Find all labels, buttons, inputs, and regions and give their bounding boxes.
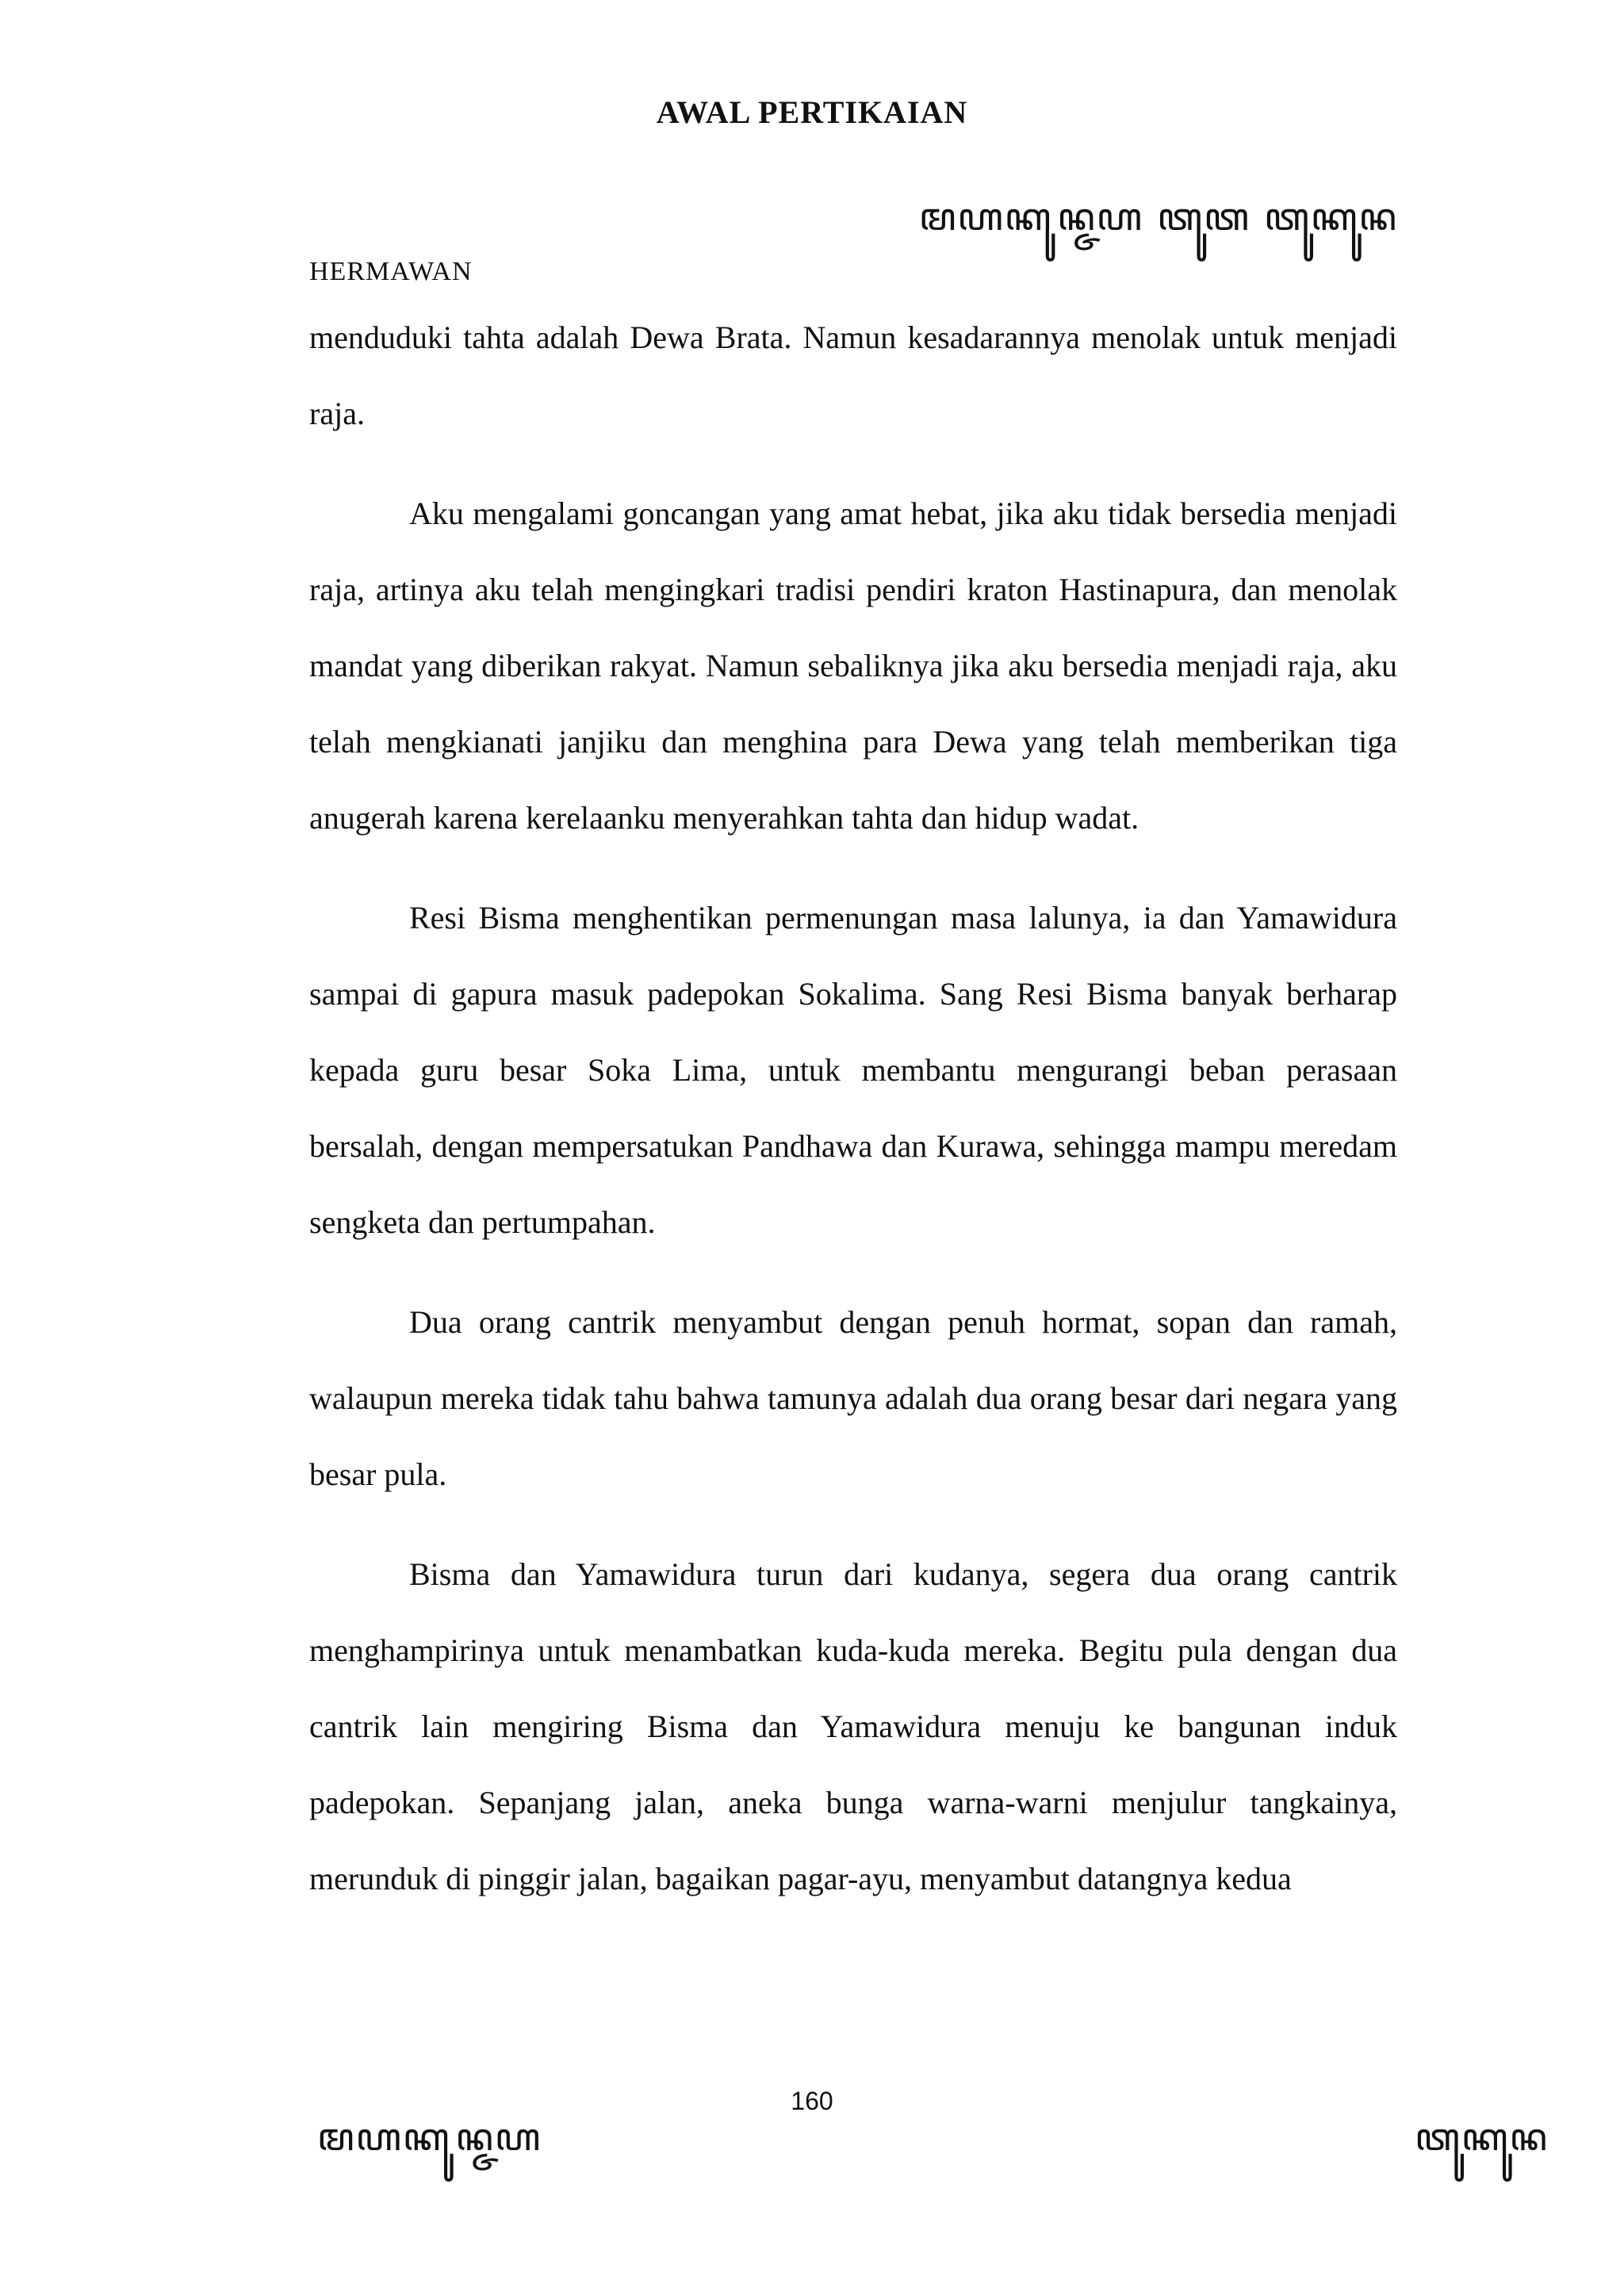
footer-left-javanese-ornament: ꦩꦲꦏꦸꦤ꧀ꦗꦲ — [317, 2115, 542, 2160]
paragraph: Aku mengalami goncangan yang amat hebat, jika aku tidak bersedia menjadi raja, artinya aku telah mengingkari tradisi pendiri kraton Hastinapura, dan menolak mandat yang diberikan rakyat. Namun sebaliknya jika aku bersedia menjadi raja, aku telah mengkianati janjiku dan menghina para Dewa yang telah memberikan tiga anugerah karena kerelaanku menyerahkan tahta dan hidup wadat. — [309, 496, 1397, 836]
author-name: HERMAWAN — [309, 257, 473, 286]
header-javanese-ornament: ꦩꦲꦏꦸꦤ꧀ꦗꦲ ꦠꦸꦠ ꦠꦸꦏꦸꦤ — [918, 195, 1398, 239]
paragraph: Bisma dan Yamawidura turun dari kudanya, segera dua orang cantrik menghampirinya untuk menambatkan kuda-kuda mereka. Begitu pula dengan dua cantrik lain mengiring Bisma dan Yamawidura menuju ke bangunan induk padepokan. Sepanjang jalan, aneka bunga warna-warni menjulur tangkainya, merunduk di pinggir jalan, bagaikan pagar-ayu, menyambut datangnya kedua — [309, 1556, 1397, 1896]
page-number: 160 — [791, 2087, 833, 2115]
body-text — [309, 300, 1397, 1941]
paragraph: menduduki tahta adalah Dewa Brata. Namun kesadarannya menolak untuk menjadi raja. — [309, 320, 1397, 431]
chapter-title: AWAL PERTIKAIAN — [656, 94, 968, 130]
footer-right-javanese-ornament: ꦠꦸꦏꦸꦤ — [1415, 2115, 1549, 2160]
paragraph: Dua orang cantrik menyambut dengan penuh hormat, sopan dan ramah, walaupun mereka tidak tahu bahwa tamunya adalah dua orang besar dari negara yang besar pula. — [309, 1304, 1397, 1492]
paragraph: Resi Bisma menghentikan permenungan masa lalunya, ia dan Yamawidura sampai di gapura masuk padepokan Sokalima. Sang Resi Bisma banyak berharap kepada guru besar Soka Lima, untuk membantu mengurangi beban perasaan bersalah, dengan mempersatukan Pandhawa dan Kurawa, sehingga mampu meredam sengketa dan pertumpahan. — [309, 900, 1397, 1240]
